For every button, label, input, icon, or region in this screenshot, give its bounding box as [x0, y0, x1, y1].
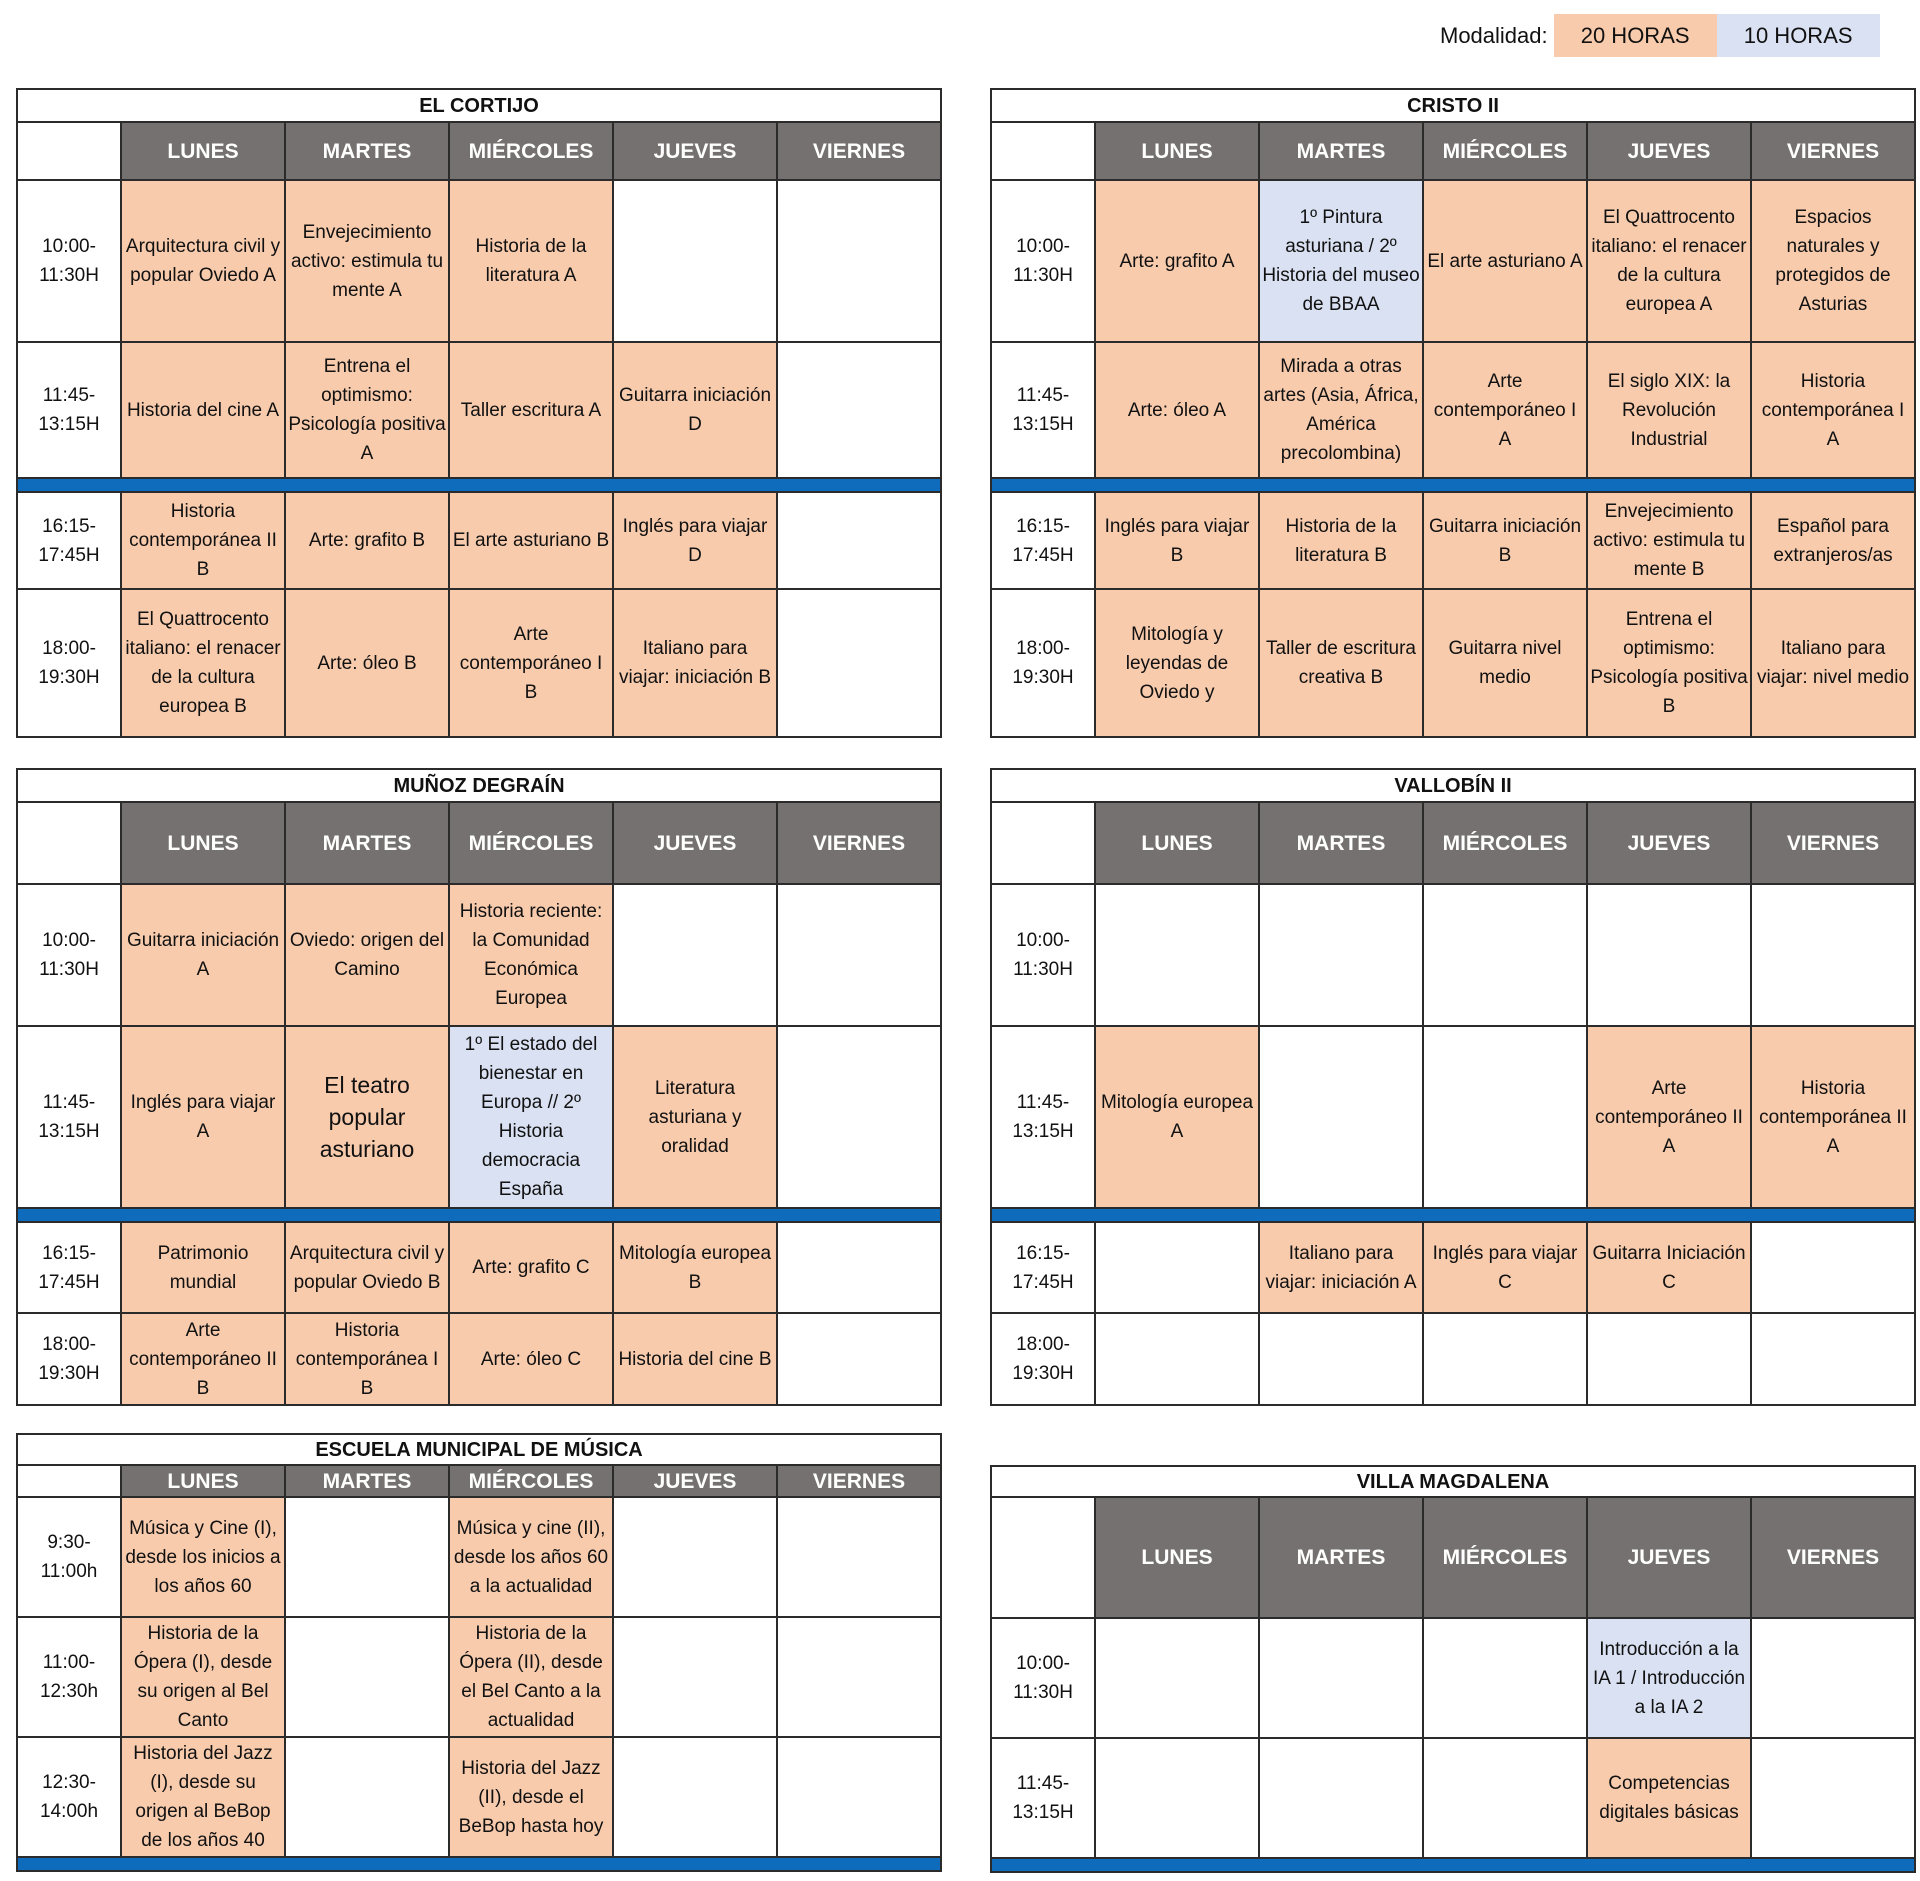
course-cell: El siglo XIX: la Revolución Industrial [1587, 342, 1751, 478]
course-cell: Guitarra iniciación A [121, 884, 285, 1026]
empty-cell [613, 884, 777, 1026]
empty-cell [777, 1737, 941, 1857]
empty-cell [1259, 884, 1423, 1026]
schedule-cristo-ii [990, 88, 1916, 738]
break-bar [991, 1858, 1915, 1872]
location-title: MUÑOZ DEGRAÍN [17, 769, 941, 802]
schedule-row [991, 1738, 1915, 1858]
empty-cell [777, 589, 941, 737]
course-cell: Arte contemporáneo II B [121, 1313, 285, 1405]
course-cell: Mitología europea A [1095, 1026, 1259, 1208]
empty-cell [1751, 1738, 1915, 1858]
course-cell: Taller de escritura creativa B [1259, 589, 1423, 737]
schedule-row [991, 492, 1915, 589]
course-cell: Guitarra iniciación D [613, 342, 777, 478]
day-header-viernes: VIERNES [777, 1465, 941, 1497]
break-bar [17, 1857, 941, 1871]
course-cell: Arte contemporáneo II A [1587, 1026, 1751, 1208]
course-cell: Música y Cine (I), desde los inicios a los años 60 [121, 1497, 285, 1617]
day-header-lunes: LUNES [1095, 1497, 1259, 1618]
schedule-row [17, 1497, 941, 1617]
empty-cell [613, 180, 777, 342]
corner-cell [17, 122, 121, 180]
course-cell: Historia contemporánea I B [285, 1313, 449, 1405]
empty-cell [1259, 1618, 1423, 1738]
empty-cell [613, 1617, 777, 1737]
course-cell: Inglés para viajar A [121, 1026, 285, 1208]
day-header-lunes: LUNES [121, 122, 285, 180]
course-cell: Español para extranjeros/as [1751, 492, 1915, 589]
time-slot: 18:00- 19:30H [991, 1313, 1095, 1405]
course-cell: Historia de la Ópera (I), desde su origen al Bel Canto [121, 1617, 285, 1737]
legend-20-horas: 20 HORAS [1554, 14, 1717, 57]
schedule-row [991, 884, 1915, 1026]
course-cell: El Quattrocento italiano: el renacer de la cultura europea A [1587, 180, 1751, 342]
schedule-row [17, 884, 941, 1026]
course-cell: Arte: grafito C [449, 1222, 613, 1313]
empty-cell [1751, 1618, 1915, 1738]
day-header-miercoles: MIÉRCOLES [1423, 802, 1587, 884]
empty-cell [613, 1737, 777, 1857]
course-cell: Taller escritura A [449, 342, 613, 478]
time-slot: 16:15- 17:45H [17, 492, 121, 589]
course-cell: El arte asturiano B [449, 492, 613, 589]
schedule-row [991, 589, 1915, 737]
schedule-row [991, 1026, 1915, 1208]
legend-label: Modalidad: [1440, 23, 1548, 48]
course-cell: Guitarra Iniciación C [1587, 1222, 1751, 1313]
day-header-martes: MARTES [285, 122, 449, 180]
empty-cell [777, 884, 941, 1026]
lunch-break-bar [991, 478, 1915, 492]
time-slot: 11:45- 13:15H [991, 1026, 1095, 1208]
empty-cell [1259, 1738, 1423, 1858]
schedule-villa-magdalena [990, 1465, 1916, 1873]
day-header-lunes: LUNES [1095, 122, 1259, 180]
schedule-row [17, 180, 941, 342]
empty-cell [777, 1617, 941, 1737]
empty-cell [1423, 884, 1587, 1026]
schedule-row [17, 492, 941, 589]
course-cell: Patrimonio mundial [121, 1222, 285, 1313]
corner-cell [17, 802, 121, 884]
course-cell: Envejecimiento activo: estimula tu mente B [1587, 492, 1751, 589]
day-header-viernes: VIERNES [777, 802, 941, 884]
course-cell: Historia contemporánea II B [121, 492, 285, 589]
day-header-jueves: JUEVES [613, 122, 777, 180]
empty-cell [285, 1617, 449, 1737]
day-header-martes: MARTES [1259, 1497, 1423, 1618]
time-slot: 10:00- 11:30H [991, 180, 1095, 342]
time-slot: 16:15- 17:45H [991, 1222, 1095, 1313]
schedule-row [991, 1618, 1915, 1738]
empty-cell [777, 492, 941, 589]
location-title: VILLA MAGDALENA [991, 1466, 1915, 1497]
course-cell: 1º El estado del bienestar en Europa // 2º Historia democracia España [449, 1026, 613, 1208]
schedule-row [991, 1222, 1915, 1313]
time-slot: 11:00- 12:30h [17, 1617, 121, 1737]
course-cell: Historia reciente: la Comunidad Económica Europea [449, 884, 613, 1026]
time-slot: 11:45- 13:15H [17, 1026, 121, 1208]
empty-cell [1095, 1738, 1259, 1858]
day-header-lunes: LUNES [121, 1465, 285, 1497]
schedule-row [17, 589, 941, 737]
time-slot: 18:00- 19:30H [991, 589, 1095, 737]
course-cell: Historia de la literatura B [1259, 492, 1423, 589]
course-cell: El teatro popular asturiano [285, 1026, 449, 1208]
empty-cell [285, 1737, 449, 1857]
day-header-jueves: JUEVES [1587, 1497, 1751, 1618]
schedule-row [17, 1617, 941, 1737]
course-cell: Arquitectura civil y popular Oviedo A [121, 180, 285, 342]
course-cell: Inglés para viajar C [1423, 1222, 1587, 1313]
corner-cell [991, 802, 1095, 884]
course-cell: Espacios naturales y protegidos de Asturias [1751, 180, 1915, 342]
time-slot: 16:15- 17:45H [991, 492, 1095, 589]
empty-cell [777, 1313, 941, 1405]
course-cell: Introducción a la IA 1 / Introducción a la IA 2 [1587, 1618, 1751, 1738]
empty-cell [1751, 1313, 1915, 1405]
course-cell: Arte: grafito B [285, 492, 449, 589]
lunch-break-bar [17, 1208, 941, 1222]
course-cell: Historia del Jazz (II), desde el BeBop hasta hoy [449, 1737, 613, 1857]
course-cell: Historia de la Ópera (II), desde el Bel Canto a la actualidad [449, 1617, 613, 1737]
course-cell: 1º Pintura asturiana / 2º Historia del museo de BBAA [1259, 180, 1423, 342]
schedule-el-cortijo [16, 88, 942, 738]
day-header-jueves: JUEVES [613, 1465, 777, 1497]
schedule-row [991, 180, 1915, 342]
empty-cell [777, 342, 941, 478]
course-cell: Envejecimiento activo: estimula tu mente A [285, 180, 449, 342]
course-cell: Arte: grafito A [1095, 180, 1259, 342]
lunch-break-bar [991, 1208, 1915, 1222]
time-slot: 10:00- 11:30H [17, 180, 121, 342]
time-slot: 18:00- 19:30H [17, 589, 121, 737]
day-header-jueves: JUEVES [613, 802, 777, 884]
corner-cell [991, 122, 1095, 180]
time-slot: 16:15- 17:45H [17, 1222, 121, 1313]
day-header-martes: MARTES [285, 1465, 449, 1497]
location-title: CRISTO II [991, 89, 1915, 122]
location-title: VALLOBÍN II [991, 769, 1915, 802]
time-slot: 10:00- 11:30H [17, 884, 121, 1026]
schedule-munoz-degrain [16, 768, 942, 1406]
empty-cell [1423, 1738, 1587, 1858]
schedule-row [17, 342, 941, 478]
empty-cell [777, 180, 941, 342]
schedule-vallobin-ii [990, 768, 1916, 1406]
empty-cell [1751, 1222, 1915, 1313]
schedule-row [991, 1313, 1915, 1405]
day-header-miercoles: MIÉRCOLES [449, 122, 613, 180]
course-cell: Oviedo: origen del Camino [285, 884, 449, 1026]
course-cell: Literatura asturiana y oralidad [613, 1026, 777, 1208]
empty-cell [777, 1497, 941, 1617]
day-header-miercoles: MIÉRCOLES [449, 1465, 613, 1497]
course-cell: Arte contemporáneo I B [449, 589, 613, 737]
course-cell: Historia de la literatura A [449, 180, 613, 342]
day-header-lunes: LUNES [121, 802, 285, 884]
course-cell: Competencias digitales básicas [1587, 1738, 1751, 1858]
course-cell: Italiano para viajar: iniciación B [613, 589, 777, 737]
day-header-jueves: JUEVES [1587, 802, 1751, 884]
empty-cell [1587, 1313, 1751, 1405]
course-cell: Italiano para viajar: iniciación A [1259, 1222, 1423, 1313]
course-cell: Italiano para viajar: nivel medio [1751, 589, 1915, 737]
day-header-miercoles: MIÉRCOLES [1423, 1497, 1587, 1618]
course-cell: Historia del cine B [613, 1313, 777, 1405]
course-cell: El Quattrocento italiano: el renacer de la cultura europea B [121, 589, 285, 737]
corner-cell [991, 1497, 1095, 1618]
day-header-martes: MARTES [285, 802, 449, 884]
course-cell: Arte contemporáneo I A [1423, 342, 1587, 478]
empty-cell [1587, 884, 1751, 1026]
empty-cell [613, 1497, 777, 1617]
course-cell: Inglés para viajar D [613, 492, 777, 589]
schedule-row [17, 1026, 941, 1208]
course-cell: Entrena el optimismo: Psicología positiva B [1587, 589, 1751, 737]
schedule-row [991, 342, 1915, 478]
course-cell: Arte: óleo C [449, 1313, 613, 1405]
day-header-miercoles: MIÉRCOLES [449, 802, 613, 884]
lunch-break-bar [17, 478, 941, 492]
schedule-row [17, 1737, 941, 1857]
course-cell: Entrena el optimismo: Psicología positiva A [285, 342, 449, 478]
empty-cell [1751, 884, 1915, 1026]
schedule-escuela-municipal-musica [16, 1433, 942, 1872]
course-cell: Inglés para viajar B [1095, 492, 1259, 589]
time-slot: 11:45- 13:15H [991, 342, 1095, 478]
time-slot: 12:30- 14:00h [17, 1737, 121, 1857]
day-header-jueves: JUEVES [1587, 122, 1751, 180]
day-header-viernes: VIERNES [1751, 122, 1915, 180]
course-cell: Mitología europea B [613, 1222, 777, 1313]
course-cell: El arte asturiano A [1423, 180, 1587, 342]
day-header-lunes: LUNES [1095, 802, 1259, 884]
empty-cell [1095, 1618, 1259, 1738]
time-slot: 9:30- 11:00h [17, 1497, 121, 1617]
time-slot: 11:45- 13:15H [991, 1738, 1095, 1858]
time-slot: 18:00- 19:30H [17, 1313, 121, 1405]
course-cell: Historia del Jazz (I), desde su origen al BeBop de los años 40 [121, 1737, 285, 1857]
time-slot: 10:00- 11:30H [991, 884, 1095, 1026]
course-cell: Historia contemporánea I A [1751, 342, 1915, 478]
schedule-row [17, 1313, 941, 1405]
legend-10-horas: 10 HORAS [1717, 14, 1880, 57]
empty-cell [1259, 1313, 1423, 1405]
empty-cell [1423, 1026, 1587, 1208]
course-cell: Historia del cine A [121, 342, 285, 478]
course-cell: Mirada a otras artes (Asia, África, América precolombina) [1259, 342, 1423, 478]
course-cell: Arquitectura civil y popular Oviedo B [285, 1222, 449, 1313]
empty-cell [777, 1222, 941, 1313]
course-cell: Mitología y leyendas de Oviedo y [1095, 589, 1259, 737]
time-slot: 11:45- 13:15H [17, 342, 121, 478]
time-slot: 10:00- 11:30H [991, 1618, 1095, 1738]
empty-cell [1423, 1618, 1587, 1738]
day-header-miercoles: MIÉRCOLES [1423, 122, 1587, 180]
course-cell: Guitarra nivel medio [1423, 589, 1587, 737]
empty-cell [1095, 1222, 1259, 1313]
course-cell: Arte: óleo A [1095, 342, 1259, 478]
empty-cell [777, 1026, 941, 1208]
schedule-row [17, 1222, 941, 1313]
course-cell: Guitarra iniciación B [1423, 492, 1587, 589]
course-cell: Arte: óleo B [285, 589, 449, 737]
location-title: ESCUELA MUNICIPAL DE MÚSICA [17, 1434, 941, 1465]
day-header-martes: MARTES [1259, 802, 1423, 884]
empty-cell [1095, 884, 1259, 1026]
empty-cell [285, 1497, 449, 1617]
corner-cell [17, 1465, 121, 1497]
day-header-viernes: VIERNES [1751, 1497, 1915, 1618]
course-cell: Música y cine (II), desde los años 60 a la actualidad [449, 1497, 613, 1617]
location-title: EL CORTIJO [17, 89, 941, 122]
modality-legend [1440, 14, 1880, 57]
day-header-martes: MARTES [1259, 122, 1423, 180]
day-header-viernes: VIERNES [777, 122, 941, 180]
day-header-viernes: VIERNES [1751, 802, 1915, 884]
empty-cell [1259, 1026, 1423, 1208]
empty-cell [1095, 1313, 1259, 1405]
empty-cell [1423, 1313, 1587, 1405]
course-cell: Historia contemporánea II A [1751, 1026, 1915, 1208]
